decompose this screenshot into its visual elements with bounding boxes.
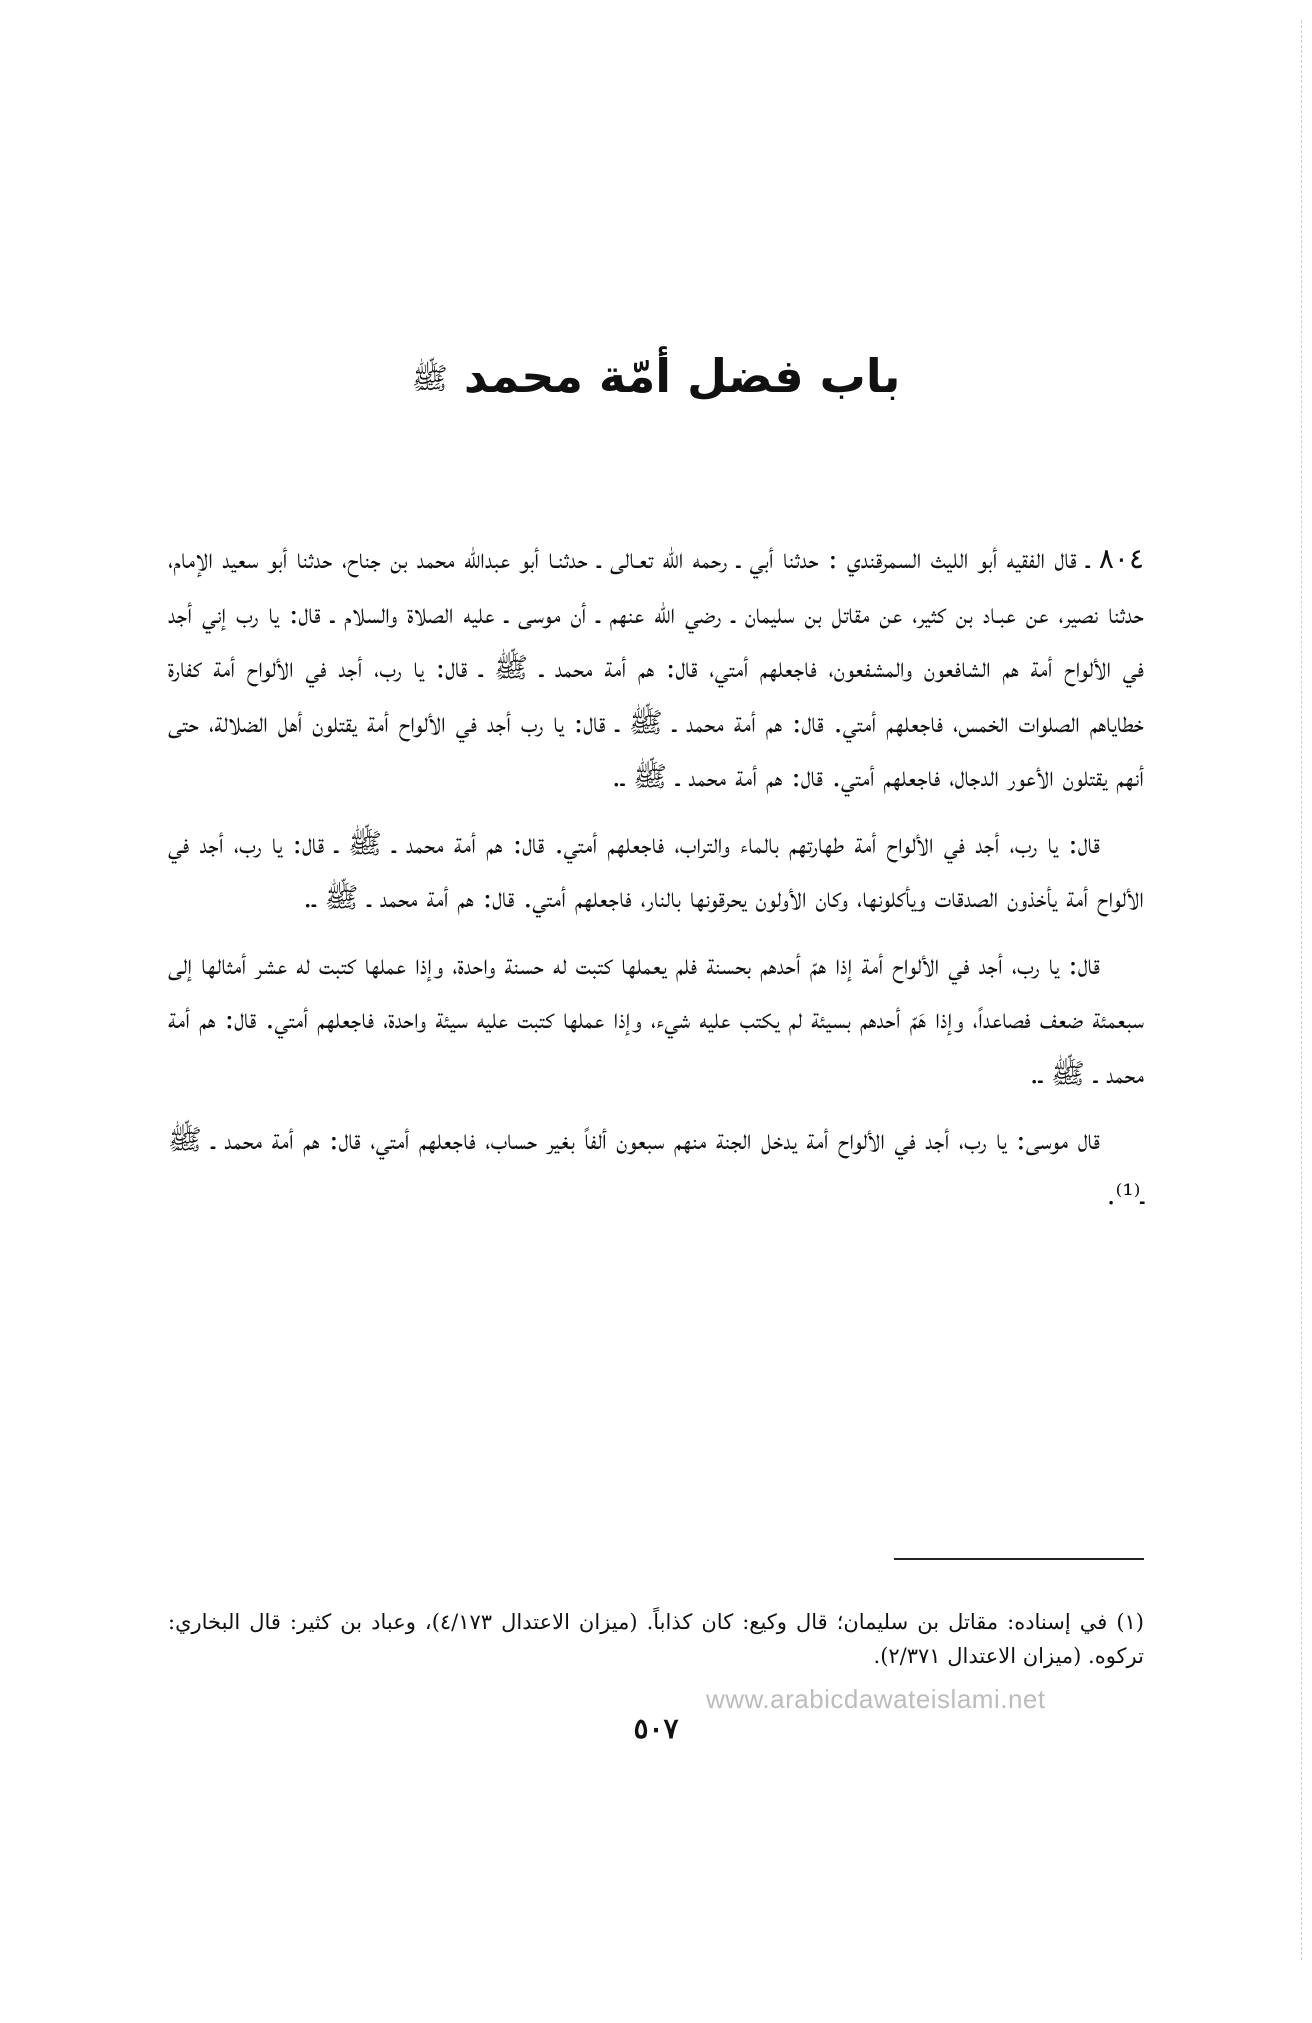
- honorific-symbol: ﷺ: [411, 361, 448, 397]
- chapter-title: [0, 349, 1312, 404]
- chapter-title-text: باب فضل أمّة محمد: [463, 348, 901, 403]
- hadith-paragraph-2: قال: يا رب، أجد في الألواح أمة طهارتهم بالماء والتراب، فاجعلهم أمتي. قال: هم أمة محمد ـ ﷺ ـ قال: يا رب، أجد في الألواح أمة يأخذون الصدقات ويأكلونها، وكان الأولون يحرقونها بالنار، فاجعلهم أمتي. قال: هم أمة محمد ـ ﷺ ـ.: [168, 826, 1144, 914]
- watermark-url: www.arabicdawateislami.net: [706, 1684, 1046, 1714]
- page-edge-line: [1301, 20, 1302, 1960]
- hadith-text-block: [168, 532, 1144, 1234]
- hadith-paragraph-4: قال موسى: يا رب، أجد في الألواح أمة يدخل الجنة منهم سبعون ألفاً بغير حساب، فاجعلهم أمتي، قال: هم أمة محمد ـ ﷺ ـ⁽¹⁾.: [168, 1123, 1144, 1211]
- hadith-paragraph-3: قال: يا رب، أجد في الألواح أمة إذا همّ أحدهم بحسنة فلم يعملها كتبت له حسنة واحدة، وإذا عملها كتبت له عشر أمثالها إلى سبعمئة ضعف فصاعداً، وإذا هَمّ أحدهم بسيئة لم يكتب عليه شيء، وإذا عملها كتبت عليه سيئة واحدة، فاجعلهم أمتي. قال: هم أمة محمد ـ ﷺ ـ.: [168, 947, 1144, 1090]
- footnote: (١) في إسناده: مقاتل بن سليمان؛ قال وكيع: كان كذاباً. (ميزان الاعتدال ٤/١٧٣)، وعباد بن كثير: قال البخاري: تركوه. (ميزان الاعتدال ٢/٣٧١).: [168, 1610, 1144, 1668]
- hadith-paragraph-1: ٨٠٤ ـ قال الفقيه أبو الليث السمرقندي : حدثنا أبي ـ رحمه الله تعـالى ـ حدثنـا أبو عبدالله محمد بن جناح، حدثنا أبو سعيد الإمام، حدثنا نصير، عن عبـاد بن كثير، عن مقاتل بن سليمان ـ رضي الله عنهم ـ أن موسى ـ عليه الصلاة والسلام ـ قال: يا رب إني أجد في الألواح أمة هم الشافعون والمشفعون، فاجعلهم أمتي، قال: هم أمة محمد ـ ﷺ ـ قال: يا رب، أجد في الألواح أمة كفارة خطاياهم الصلوات الخمس، فاجعلهم أمتي. قال: هم أمة محمد ـ ﷺ ـ قال: يا رب أجد في الألواح أمة يقتلون أهل الضلالة، حتى أنهم يقتلون الأعور الدجال، فاجعلهم أمتي. قال: هم أمة محمد ـ ﷺ ـ.: [168, 542, 1144, 793]
- page-number: ٥٠٧: [633, 1712, 679, 1745]
- footnote-separator: [894, 1558, 1144, 1560]
